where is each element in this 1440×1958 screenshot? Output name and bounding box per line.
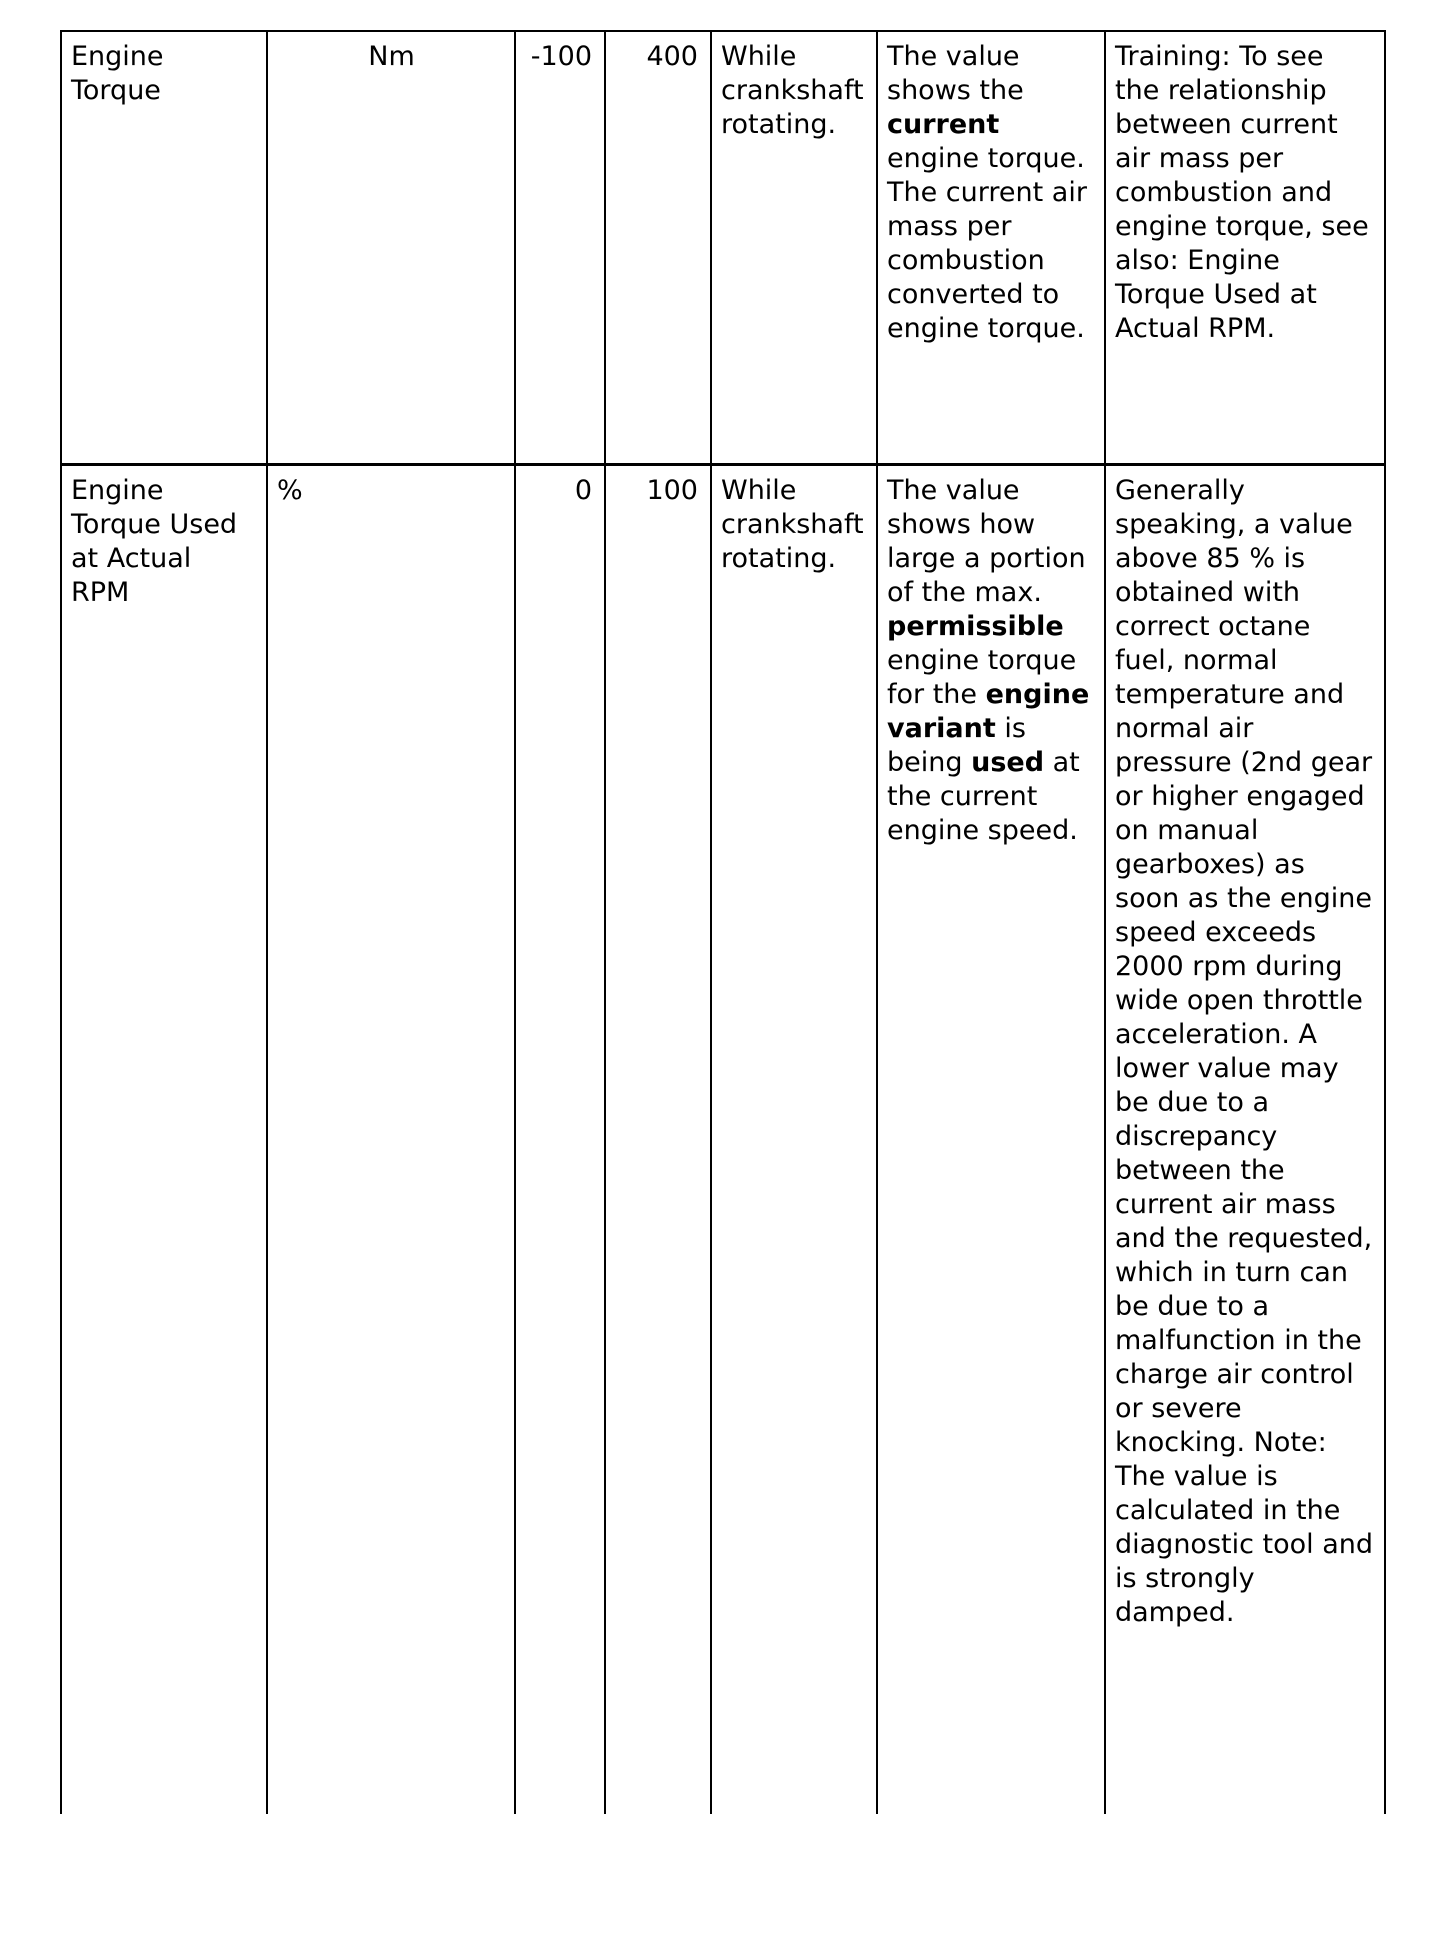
measured-values-table bbox=[60, 30, 1386, 1814]
description-text: engine torque for the bbox=[887, 645, 1077, 710]
units-cell: % bbox=[267, 465, 515, 1815]
table-row bbox=[61, 31, 1385, 465]
value-name-cell: Engine Torque Used at Actual RPM bbox=[61, 465, 267, 1815]
emphasis-text: current bbox=[887, 109, 1000, 140]
condition-cell bbox=[711, 31, 877, 465]
description-cell bbox=[877, 465, 1105, 1815]
emphasis-text: used bbox=[971, 747, 1045, 778]
description-text: engine torque. The current air mass per combustion converted to engine torque. bbox=[887, 143, 1087, 344]
value-name-cell: Engine Torque bbox=[61, 31, 267, 465]
condition-cell bbox=[711, 465, 877, 1815]
condition-text: While crankshaft rotating. bbox=[721, 41, 864, 140]
max-value-cell: 400 bbox=[605, 31, 711, 465]
notes-cell: Generally speaking, a value above 85 % is obtained with correct octane fuel, normal temperature and normal air pressure (2nd gear or higher engaged on manual gearboxes) as soon as the engine speed exceeds 2000 rpm during wide open throttle acceleration. A lower value may be due to a discrepancy between the current air mass and the requested, which in turn can be due to a malfunction in the charge air control or severe knocking. Note: The value is calculated in the diagnostic tool and is strongly damped. bbox=[1105, 465, 1385, 1815]
emphasis-text: engine variant bbox=[887, 679, 1090, 744]
description-text: is being bbox=[887, 713, 1026, 778]
units-cell: Nm bbox=[267, 31, 515, 465]
table-row bbox=[61, 465, 1385, 1815]
description-text: at the current engine speed. bbox=[887, 747, 1080, 846]
notes-cell: Training: To see the relationship between current air mass per combustion and engine torque, see also: Engine Torque Used at Actual RPM. bbox=[1105, 31, 1385, 465]
max-value-cell: 100 bbox=[605, 465, 711, 1815]
description-cell bbox=[877, 31, 1105, 465]
condition-text: While crankshaft rotating. bbox=[721, 475, 864, 574]
min-value-cell: -100 bbox=[515, 31, 605, 465]
description-text: The value shows the bbox=[887, 41, 1024, 106]
emphasis-text: permissible bbox=[887, 611, 1064, 642]
description-text: The value shows how large a portion of the max. bbox=[887, 475, 1086, 608]
min-value-cell: 0 bbox=[515, 465, 605, 1815]
